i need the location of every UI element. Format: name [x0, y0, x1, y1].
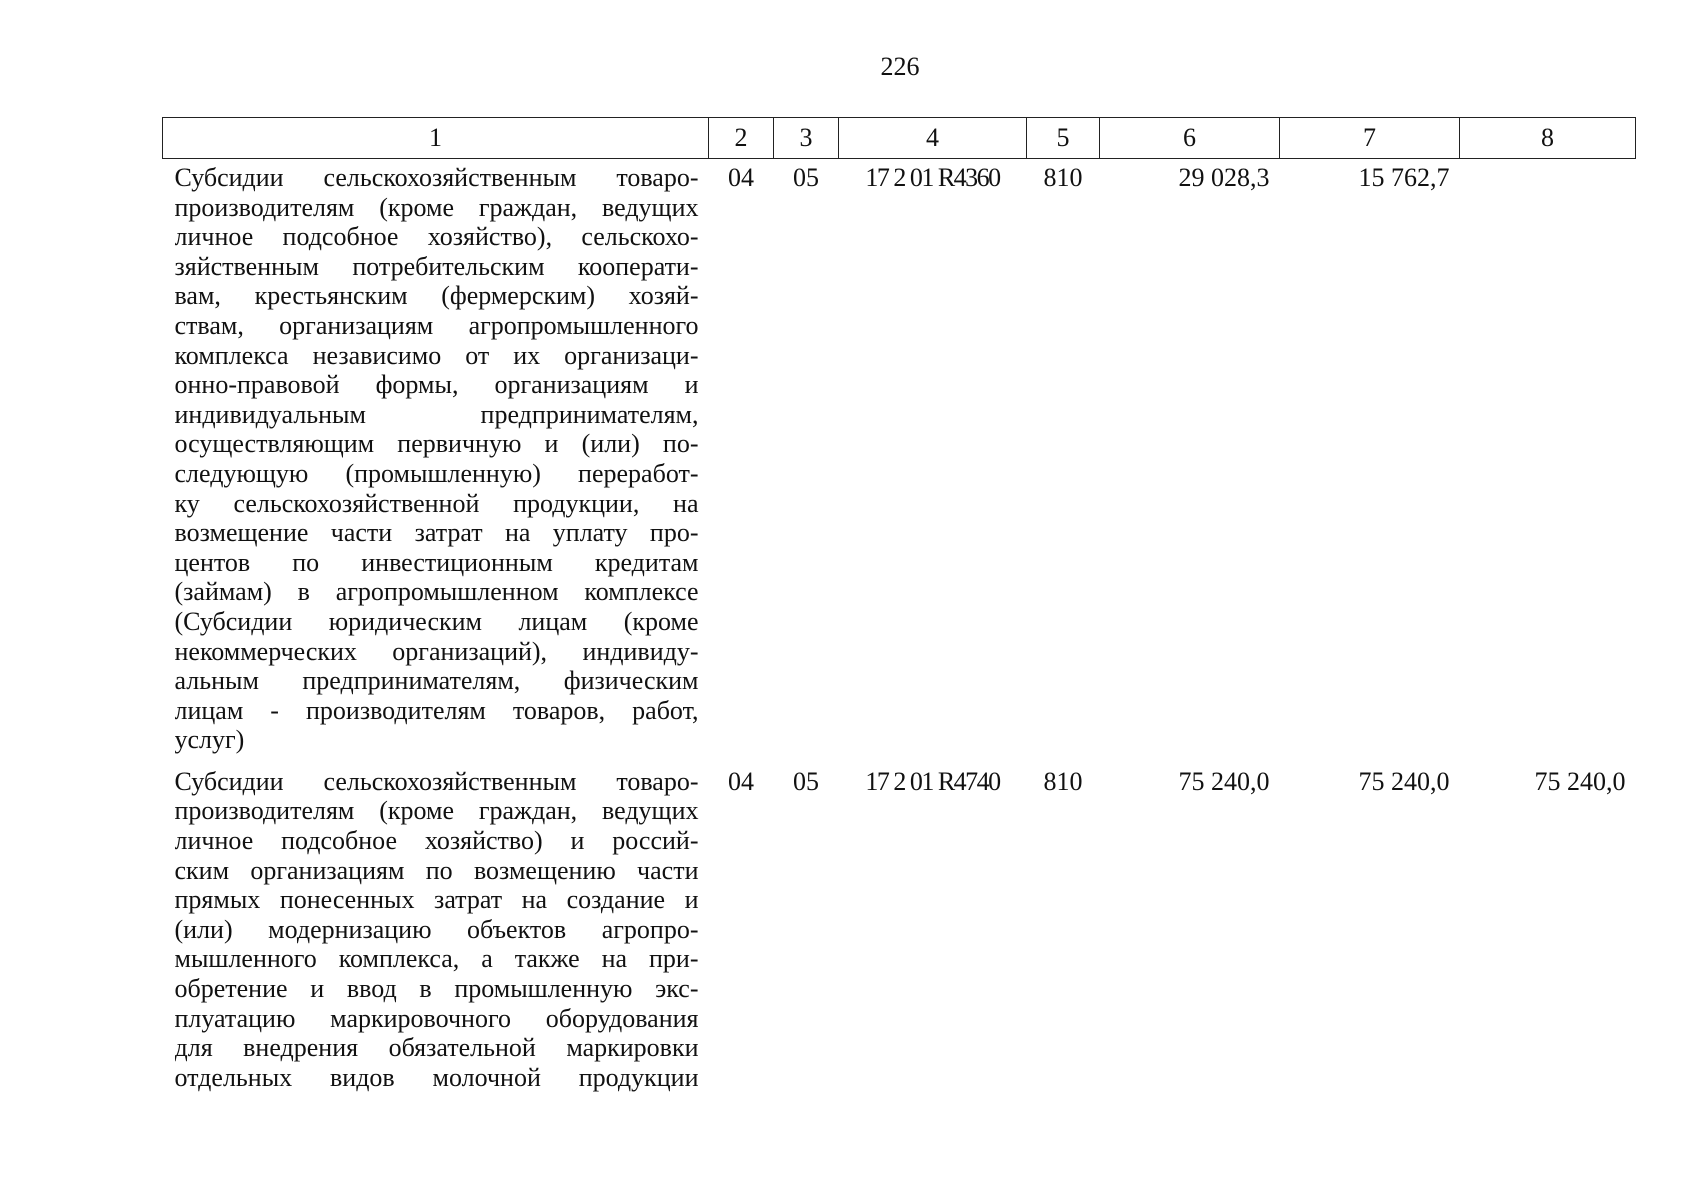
- description-line: комплекса независимо от их организаци-: [174, 340, 699, 370]
- header-col-7: 7: [1280, 118, 1460, 159]
- description-line: (Субсидии юридическим лицам (кроме: [174, 606, 699, 636]
- target-article-code: 17 2 01 R4740: [865, 766, 1000, 796]
- expense-type-code: 810: [1043, 163, 1083, 192]
- description-line: (займам) в агропромышленном комплексе: [174, 577, 699, 607]
- target-article-code: 17 2 01 R4360: [865, 163, 1000, 192]
- description-line: возмещение части затрат на уплату про-: [174, 518, 699, 548]
- description-line: ским организациям по возмещению части: [174, 855, 699, 885]
- header-col-2: 2: [709, 118, 774, 159]
- description-line: вам, крестьянским (фермерским) хозяй-: [174, 281, 699, 311]
- section-code: 04: [728, 163, 754, 192]
- table-row: [163, 755, 1636, 1093]
- description-line: индивидуальным предпринимателям,: [174, 399, 699, 429]
- description-line: зяйственным потребительским кооперати-: [174, 251, 699, 281]
- description-line: прямых понесенных затрат на создание и: [174, 885, 699, 915]
- header-col-4: 4: [839, 118, 1027, 159]
- amount-col-7: 75 240,0: [1358, 766, 1450, 796]
- description-line: личное подсобное хозяйство), сельскохо-: [174, 222, 699, 252]
- description-line: Субсидии сельскохозяйственным товаро-: [174, 163, 699, 192]
- description-line: отдельных видов молочной продукции: [174, 1062, 699, 1092]
- description-line: услуг): [174, 725, 245, 755]
- expense-type-code: 810: [1043, 766, 1083, 796]
- description-line: производителям (кроме граждан, ведущих: [174, 796, 699, 826]
- description-line: некоммерческих организаций), индивиду-: [174, 636, 699, 666]
- description-line: (или) модернизацию объектов агропро-: [174, 914, 699, 944]
- description-line: ствам, организациям агропромышленного: [174, 310, 699, 340]
- description-line: мышленного комплекса, а также на при-: [174, 944, 699, 974]
- description-line: ку сельскохозяйственной продукции, на: [174, 488, 699, 518]
- description-line: для внедрения обязательной маркировки: [174, 1033, 699, 1063]
- description-line: обретение и ввод в промышленную экс-: [174, 974, 699, 1004]
- header-row: [163, 118, 1636, 159]
- description-line: следующую (промышленную) переработ-: [174, 458, 699, 488]
- subsection-code: 05: [793, 163, 819, 192]
- description-line: центов по инвестиционным кредитам: [174, 547, 699, 577]
- header-col-3: 3: [774, 118, 839, 159]
- section-code: 04: [728, 766, 754, 796]
- row-description: [163, 755, 709, 1093]
- description-line: производителям (кроме граждан, ведущих: [174, 192, 699, 222]
- budget-table: [162, 117, 1636, 1092]
- description-line: лицам - производителям товаров, работ,: [174, 695, 699, 725]
- subsection-code: 05: [793, 766, 819, 796]
- description-line: онно-правовой формы, организациям и: [174, 370, 699, 400]
- amount-col-6: 29 028,3: [1178, 163, 1270, 192]
- description-line: Субсидии сельскохозяйственным товаро-: [174, 766, 699, 796]
- description-line: личное подсобное хозяйство) и россий-: [174, 826, 699, 856]
- description-line: осуществляющим первичную и (или) по-: [174, 429, 699, 459]
- header-col-8: 8: [1460, 118, 1636, 159]
- header-col-1: 1: [163, 118, 709, 159]
- amount-col-6: 75 240,0: [1178, 766, 1270, 796]
- header-col-6: 6: [1100, 118, 1280, 159]
- amount-col-8: 75 240,0: [1534, 766, 1626, 796]
- description-line: плуатацию маркировочного оборудования: [174, 1003, 699, 1033]
- row-description: [163, 159, 709, 755]
- description-line: альным предпринимателям, физическим: [174, 666, 699, 696]
- amount-col-8: [1460, 159, 1636, 755]
- amount-col-7: 15 762,7: [1358, 163, 1450, 192]
- page-number: 226: [880, 52, 920, 81]
- table-row: [163, 159, 1636, 755]
- header-col-5: 5: [1027, 118, 1100, 159]
